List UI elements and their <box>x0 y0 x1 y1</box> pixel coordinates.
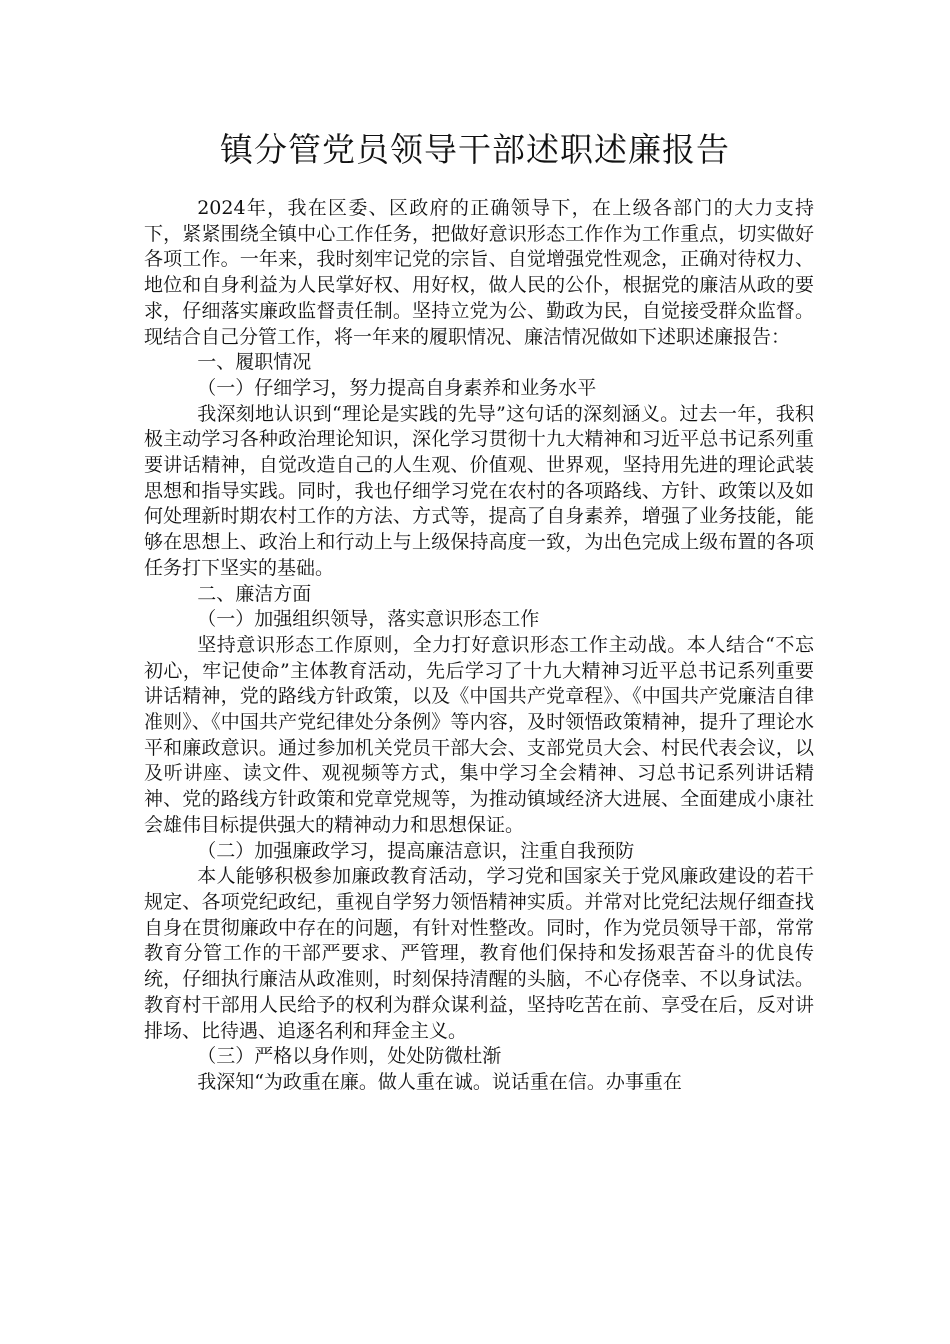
body-paragraph-1-1: 我深刻地认识到“理论是实践的先导”这句话的深刻涵义。过去一年，我积极主动学习各种政治理论知识，深化学习贯彻十九大精神和习近平总书记系列重要讲话精神，自觉改造自己的人生观、价值观、世界观，坚持用先进的理论武装思想和指导实践。同时，我也仔细学习党在农村的各项路线、方针、政策以及如何处理新时期农村工作的方法、方式等，提高了自身素养，增强了业务技能，能够在思想上、政治上和行动上与上级保持高度一致，为出色完成上级布置的各项任务打下坚实的基础。 <box>144 402 814 579</box>
subsection-heading-2-3: （三）严格以身作则，处处防微杜渐 <box>197 1045 502 1068</box>
body-paragraph-2-1: 坚持意识形态工作原则，全力打好意识形态工作主动战。本人结合“不忘初心，牢记使命”主体教育活动，先后学习了十九大精神习近平总书记系列重要讲话精神，党的路线方针政策，以及《中国共产党章程》、《中国共产党廉洁自律准则》、《中国共产党纪律处分条例》等内容，及时领悟政策精神，提升了理论水平和廉政意识。通过参加机关党员干部大会、支部党员大会、村民代表会议，以及听讲座、读文件、观视频等方式，集中学习全会精神、习总书记系列讲话精神、党的路线方针政策和党章党规等，为推动镇域经济大进展、全面建成小康社会雄伟目标提供强大的精神动力和思想保证。 <box>144 633 814 836</box>
subsection-heading-2-1: （一）加强组织领导，落实意识形态工作 <box>197 608 540 631</box>
subsection-heading-1-1: （一）仔细学习，努力提高自身素养和业务水平 <box>197 376 597 399</box>
document-title: 镇分管党员领导干部述职述廉报告 <box>220 130 730 169</box>
intro-paragraph: 2024年，我在区委、区政府的正确领导下，在上级各部门的大力支持下，紧紧围绕全镇中心工作任务，把做好意识形态工作作为工作重点，切实做好各项工作。一年来，我时刻牢记党的宗旨、自觉增强党性观念，正确对待权力、地位和自身利益为人民掌好权、用好权，做人民的公仆，根据党的廉洁从政的要求，仔细落实廉政监督责任制。坚持立党为公、勤政为民，自觉接受群众监督。现结合自己分管工作，将一年来的履职情况、廉洁情况做如下述职述廉报告： <box>144 197 814 348</box>
body-paragraph-2-3: 我深知“为政重在廉。做人重在诚。说话重在信。办事重在 <box>197 1070 682 1093</box>
document-body <box>144 196 814 1096</box>
body-paragraph-2-2: 本人能够积极参加廉政教育活动，学习党和国家关于党风廉政建设的若干规定、各项党纪政纪，重视自学努力领悟精神实质。并常对比党纪法规仔细查找自身在贯彻廉政中存在的问题，有针对性整改。同时，作为党员领导干部，常常教育分管工作的干部严要求、严管理，教育他们保持和发扬艰苦奋斗的优良传统，仔细执行廉洁从政准则，时刻保持清醒的头脑，不心存侥幸、不以身试法。教育村干部用人民给予的权利为群众谋利益，坚持吃苦在前、享受在后，反对讲排场、比待遇、追逐名利和拜金主义。 <box>144 865 814 1042</box>
subsection-heading-2-2: （二）加强廉政学习，提高廉洁意识，注重自我预防 <box>197 839 635 862</box>
section-heading-2: 二、廉洁方面 <box>197 582 312 605</box>
section-heading-1: 一、履职情况 <box>197 351 312 374</box>
